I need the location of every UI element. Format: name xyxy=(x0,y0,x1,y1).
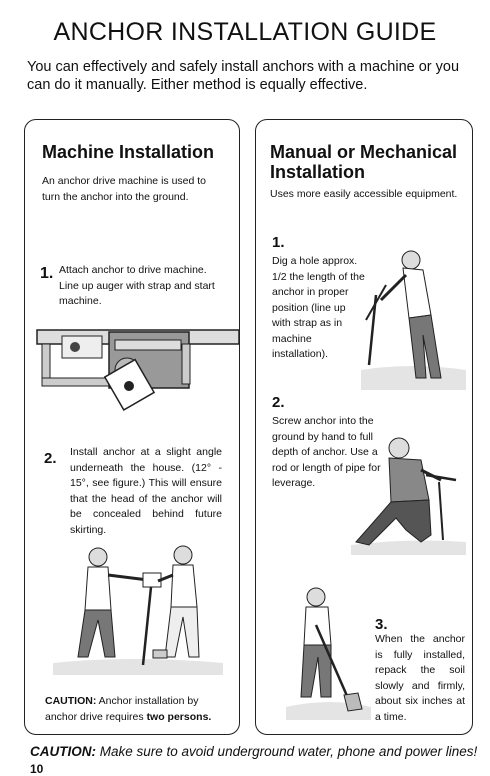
manual-step2-number: 2. xyxy=(272,394,285,411)
manual-step2-text: Screw anchor into the ground by hand to full depth of anchor. Use a rod or length of pipe for leverage. xyxy=(272,415,381,489)
digging-hole-illustration xyxy=(361,240,466,390)
machine-heading: Machine Installation xyxy=(42,142,215,162)
footer-caution-text: Make sure to avoid underground water, phone and power lines! xyxy=(96,744,478,759)
anchor-drive-machine-illustration xyxy=(37,318,239,423)
machine-step2-text: Install anchor at a slight angle underneath the house. (12° - 15°, see figure.) This will ensure that the head of the anchor will be concealed behind future skirting. xyxy=(70,446,222,536)
manual-heading-line2: Installation xyxy=(270,162,366,182)
screwing-anchor-illustration xyxy=(351,430,466,555)
manual-step3-text: When the anchor is fully installed, repack the soil slowly and firmly, about six inches at a time. xyxy=(375,633,465,723)
machine-caution xyxy=(45,694,225,725)
machine-description: An anchor drive machine is used to turn the anchor into the ground. xyxy=(42,175,207,203)
caution-text: Anchor installation by anchor drive requires xyxy=(45,695,199,723)
manual-installation-panel xyxy=(255,119,473,735)
caution-label: CAUTION: xyxy=(45,695,97,707)
page-number: 10 xyxy=(30,762,44,776)
footer-caution-label: CAUTION: xyxy=(30,744,96,759)
intro-text: You can effectively and safely install anchors with a machine or you can do it manually. Either method is equally effective. xyxy=(27,59,460,93)
machine-step1-text: Attach anchor to drive machine. Line up auger with strap and start machine. xyxy=(59,264,215,307)
manual-heading-line1: Manual or Mechanical xyxy=(270,142,458,162)
repacking-soil-illustration xyxy=(276,585,376,720)
footer-caution xyxy=(30,744,477,759)
two-persons-installing-illustration xyxy=(53,545,223,675)
machine-step2-number: 2. xyxy=(44,450,57,467)
manual-step1-text: Dig a hole approx. 1/2 the length of the anchor in proper position (line up with strap as in machine installation). xyxy=(272,255,365,360)
page-title: ANCHOR INSTALLATION GUIDE xyxy=(53,18,437,46)
manual-description: Uses more easily accessible equipment. xyxy=(270,188,458,200)
caution-bold-text: two persons. xyxy=(146,710,212,723)
machine-installation-panel xyxy=(24,119,240,735)
manual-step1-number: 1. xyxy=(272,234,285,251)
manual-step3-number: 3. xyxy=(375,616,388,633)
machine-step1-number: 1. xyxy=(40,265,54,282)
